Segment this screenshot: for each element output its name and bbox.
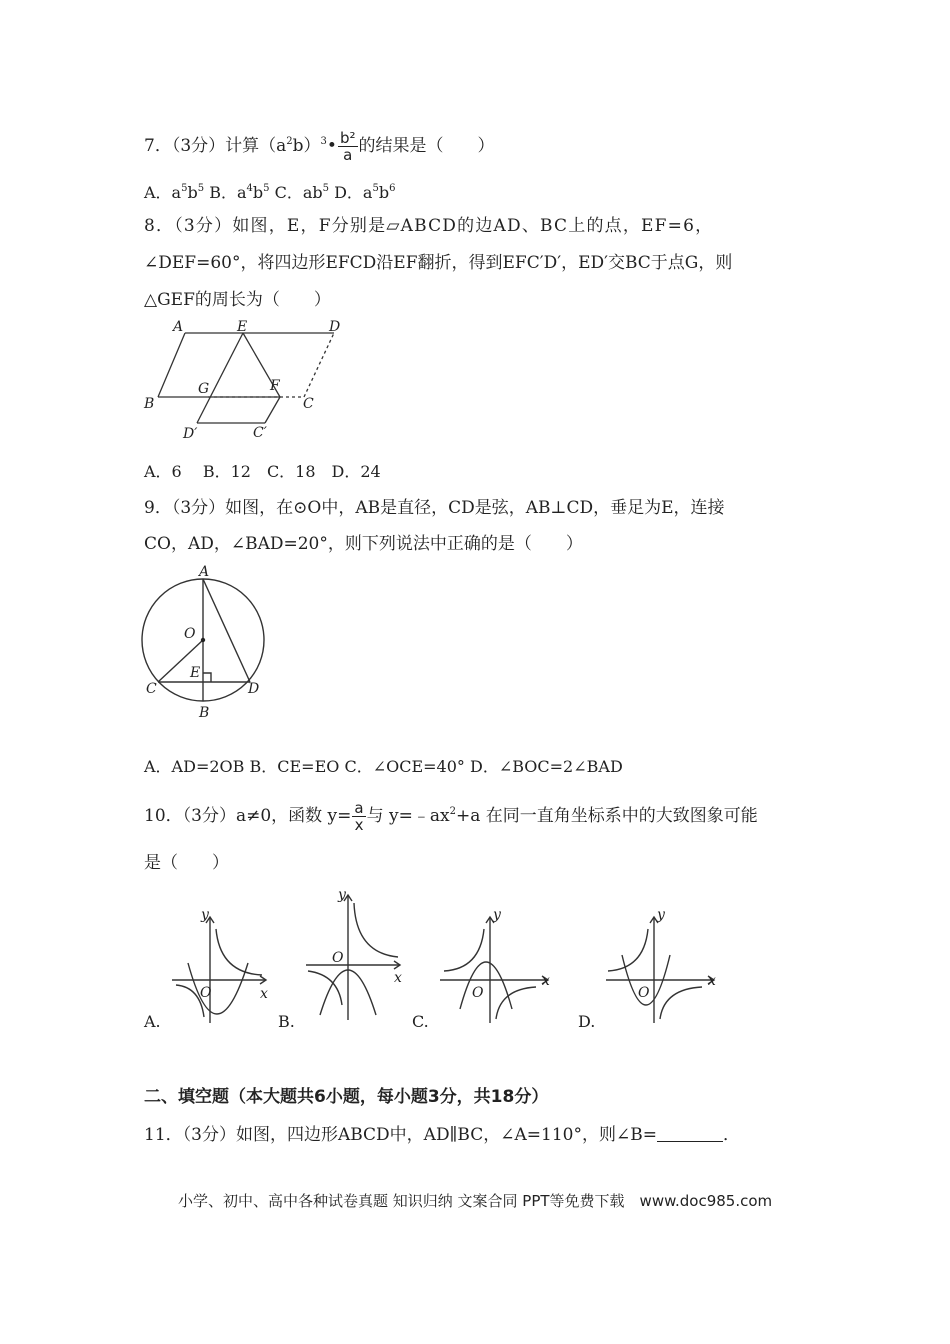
- q10-a-y-label: y: [201, 907, 209, 923]
- q9-line1: 9．（3分）如图，在⊙O中，AB是直径，CD是弦，AB⊥CD，垂足为E，连接: [144, 498, 725, 518]
- q10-option-d-label: D.: [578, 1012, 596, 1031]
- q10-graph-a: [168, 905, 278, 1030]
- q10-d-y-label: y: [657, 907, 665, 923]
- q10-option-c-label: C.: [412, 1012, 429, 1031]
- page-footer: 小学、初中、高中各种试卷真题 知识归纳 文案合同 PPT等免费下载 www.doc985.com: [178, 1192, 773, 1210]
- q8-label-g: G: [198, 381, 210, 397]
- q10-c-x-label: x: [542, 973, 550, 989]
- q9-label-o: O: [184, 626, 196, 642]
- q10-c-origin-label: O: [472, 985, 484, 1001]
- q9-circle-figure: [136, 562, 276, 722]
- q10-a-x-label: x: [260, 986, 268, 1002]
- q10-b-origin-label: O: [332, 950, 344, 966]
- q10-b-x-label: x: [394, 970, 402, 986]
- q8-label-e: E: [237, 319, 248, 335]
- q7-stem: 7．（3分）计算$(a^2b)^3•$ $\frac{\text{b²}}{a}$ 的结果是（ ）: [144, 129, 495, 164]
- q8-line2: ∠DEF=60°，将四边形EFCD沿EF翻折，得到EFC′D′，ED′交BC于点G，则: [144, 253, 733, 273]
- q9-line2: CO，AD，∠BAD=20°，则下列说法中正确的是（ ）: [144, 534, 583, 554]
- q9-label-e: E: [190, 665, 201, 681]
- q8-label-a: A: [173, 319, 184, 335]
- q8-label-b: B: [144, 396, 155, 412]
- q11-stem: 11．（3分）如图，四边形ABCD中，AD∥BC，∠A=110°，则∠B= ．: [144, 1125, 740, 1145]
- q9-label-c: C: [146, 681, 157, 697]
- q8-label-f: F: [270, 378, 280, 394]
- q10-option-b-label: B.: [278, 1012, 295, 1031]
- q9-options: A．AD=2OB B．CE=EO C．∠OCE=40° D．∠BOC=2∠BAD: [144, 757, 623, 776]
- q8-label-d: D: [329, 319, 341, 335]
- q7-options: A．$a^5b^5$ B．$a^4b^5$ C．$ab^5$ D．$a^5b^6$: [144, 183, 396, 202]
- q10-fraction: $\frac{a}{x}$: [354, 799, 364, 834]
- q10-b-y-label: y: [338, 887, 346, 903]
- q11-answer-blank: [657, 1125, 723, 1142]
- section2-heading: 二、填空题（本大题共6小题，每小题3分，共18分）: [144, 1087, 549, 1107]
- q10-d-origin-label: O: [638, 985, 650, 1001]
- q10-line2: 是（ ）: [144, 853, 229, 873]
- q9-label-a: A: [199, 564, 210, 580]
- q10-a-origin-label: O: [200, 985, 212, 1001]
- q8-options: A．6 B．12 C．18 D．24: [144, 462, 381, 481]
- q9-label-d: D: [248, 681, 260, 697]
- q8-line1: 8．（3分）如图，E，F分别是▱ABCD的边AD、BC上的点，EF=6，: [144, 216, 714, 236]
- q8-label-d-prime: D′: [183, 426, 198, 442]
- q10-stem: 10．（3分）a≠0，函数 y= $\frac{a}{x}$ 与 $y=﹣ax^2+a$ 在同一直角坐标系中的大致图象可能: [144, 799, 758, 834]
- q10-c-y-label: y: [493, 907, 501, 923]
- q8-label-c: C: [303, 396, 314, 412]
- q7-fraction: $\frac{\text{b²}}{a}$: [339, 129, 356, 164]
- q8-parallelogram-figure: [138, 318, 341, 444]
- q9-label-b: B: [199, 705, 210, 721]
- q8-label-c-prime: C′: [253, 425, 267, 441]
- q10-graph-b: [302, 885, 412, 1025]
- q10-option-a-label: A.: [144, 1012, 161, 1031]
- q10-d-x-label: x: [708, 973, 716, 989]
- q10-graph-d: [602, 905, 722, 1030]
- q10-graph-c: [436, 905, 556, 1030]
- q8-line3: △GEF的周长为（ ）: [144, 290, 331, 310]
